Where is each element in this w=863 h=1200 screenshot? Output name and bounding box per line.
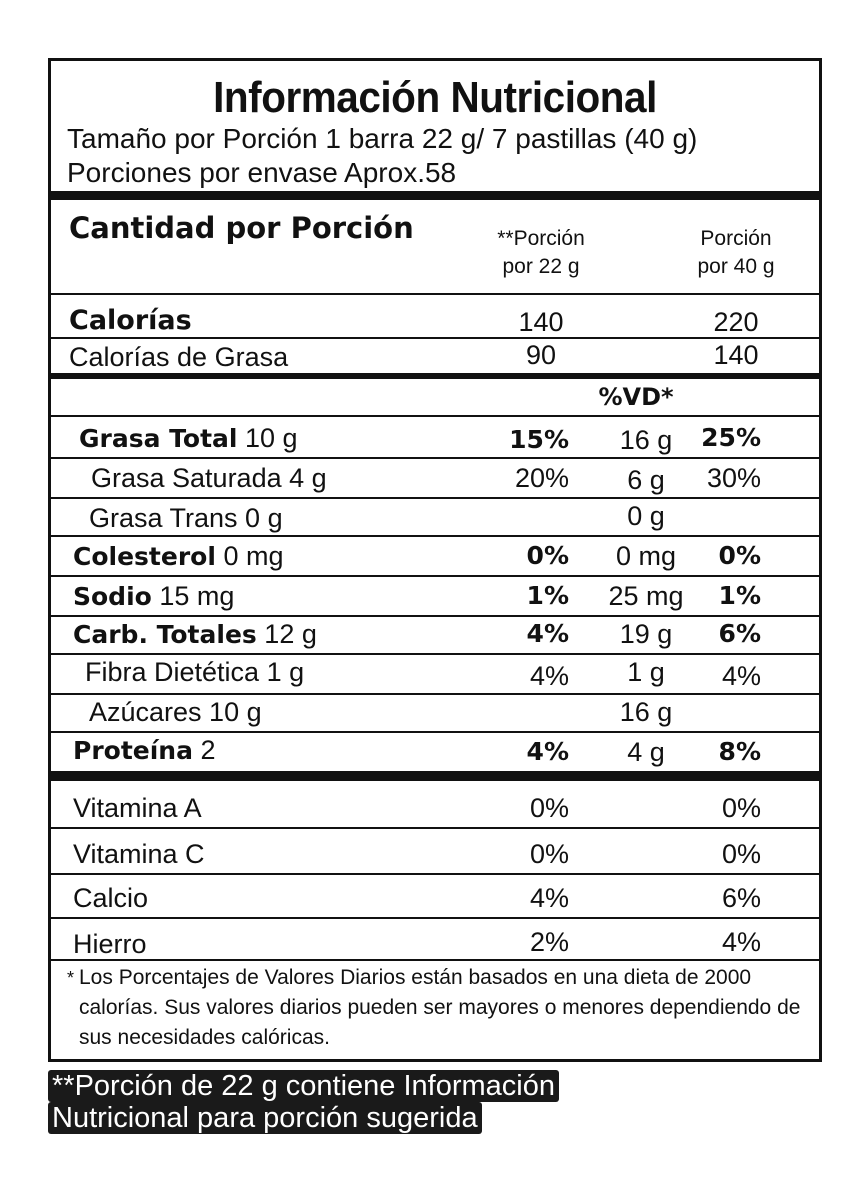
nutrient-name: Colesterol: [73, 542, 216, 571]
nutrient-name: Carb. Totales: [73, 620, 257, 649]
divider: [51, 497, 819, 499]
total-carbs-dv2: 6%: [718, 619, 761, 648]
calcium-col1: 4%: [529, 883, 569, 913]
nutrient-amount: 15 mg: [159, 581, 235, 611]
divider: [51, 827, 819, 829]
protein-dv2: 8%: [718, 737, 761, 766]
medium-divider: [51, 373, 819, 379]
col1-header-line1: **Porción: [497, 227, 585, 250]
divider: [51, 293, 819, 295]
calories-col2: 220: [713, 307, 759, 337]
vitamin-a-col1: 0%: [529, 793, 569, 823]
nutrient-row-total-fat: [79, 423, 298, 454]
col2-header-line2: por 40 g: [697, 255, 775, 278]
cholesterol-amt2: 0 mg: [615, 541, 677, 571]
calcium-col2: 6%: [721, 883, 761, 913]
nutrient-name: Grasa Trans 0 g: [89, 503, 283, 533]
calories-col1: 140: [518, 307, 564, 337]
nutrient-row-total-carbs: [73, 619, 317, 650]
iron-col2: 4%: [721, 927, 761, 957]
sodium-amt2: 25 mg: [608, 581, 684, 611]
trans-fat-amt2: 0 g: [627, 501, 665, 531]
nutrient-amount: 0 mg: [223, 541, 284, 571]
serving-note: [48, 1070, 559, 1134]
fiber-dv2: 4%: [721, 661, 761, 691]
total-carbs-amt2: 19 g: [619, 619, 673, 649]
sodium-dv1: 1%: [526, 581, 569, 610]
fat-calories-label: Calorías de Grasa: [69, 342, 289, 372]
nutrient-row-sodium: [73, 581, 234, 612]
vitamin-c-col1: 0%: [529, 839, 569, 869]
sodium-dv2: 1%: [718, 581, 761, 610]
thick-divider: [51, 191, 819, 200]
calcium-label: Calcio: [73, 883, 149, 913]
serving-note-line1: **Porción de 22 g contiene Información: [48, 1070, 559, 1102]
total-fat-amt2: 16 g: [619, 425, 673, 455]
fiber-dv1: 4%: [529, 661, 569, 691]
nutrient-row-cholesterol: [73, 541, 283, 572]
cholesterol-dv1: 0%: [526, 541, 569, 570]
nutrient-row-saturated-fat: [91, 463, 327, 494]
vitamin-c-label: Vitamina C: [73, 839, 205, 869]
nutrient-name: Azúcares 10 g: [89, 697, 262, 727]
vitamin-c-col2: 0%: [721, 839, 761, 869]
divider: [51, 693, 819, 695]
col1-header-line2: por 22 g: [502, 255, 580, 278]
footnote-text: Los Porcentajes de Valores Diarios están basados en una dieta de 2000 calorías. Sus valores diarios pueden ser mayores o menores dependiendo de sus necesidades calóricas.: [79, 966, 801, 1049]
divider: [51, 337, 819, 339]
serving-size: Tamaño por Porción 1 barra 22 g/ 7 pastillas (40 g): [67, 123, 698, 154]
nutrient-row-sugars: [89, 697, 262, 728]
protein-amt2: 4 g: [627, 737, 665, 767]
daily-value-header: %VD*: [598, 383, 674, 411]
nutrient-row-protein: [73, 735, 216, 766]
saturated-fat-dv1: 20%: [514, 463, 569, 493]
nutrient-name: Sodio: [73, 582, 152, 611]
divider: [51, 731, 819, 733]
divider: [51, 959, 819, 961]
iron-label: Hierro: [73, 929, 147, 959]
fiber-amt2: 1 g: [627, 657, 665, 687]
nutrient-name: Grasa Total: [79, 424, 238, 453]
serving-note-line2: Nutricional para porción sugerida: [48, 1102, 482, 1134]
nutrient-name: Fibra Dietética 1 g: [85, 657, 305, 687]
sugars-amt2: 16 g: [619, 697, 673, 727]
col2-header-line1: Porción: [700, 227, 772, 250]
thick-divider: [51, 771, 819, 781]
vitamin-a-label: Vitamina A: [73, 793, 202, 823]
divider: [51, 535, 819, 537]
divider: [51, 575, 819, 577]
fat-calories-col2: 140: [713, 340, 759, 370]
servings-per-container: Porciones por envase Aprox.58: [67, 157, 457, 188]
total-carbs-dv1: 4%: [526, 619, 569, 648]
nutrition-facts-panel: [48, 58, 822, 1062]
calories-label: Calorías: [69, 305, 192, 336]
divider: [51, 653, 819, 655]
saturated-fat-dv2: 30%: [706, 463, 761, 493]
nutrient-name: Proteína: [73, 736, 193, 765]
divider: [51, 615, 819, 617]
amount-per-serving-label: Cantidad por Porción: [69, 211, 414, 245]
vitamin-a-col2: 0%: [721, 793, 761, 823]
protein-dv1: 4%: [526, 737, 569, 766]
nutrient-amount: 2: [200, 735, 216, 765]
nutrient-amount: 12 g: [264, 619, 317, 649]
divider: [51, 917, 819, 919]
saturated-fat-amt2: 6 g: [627, 465, 665, 495]
nutrient-amount: 10 g: [245, 423, 298, 453]
total-fat-dv1: 15%: [509, 425, 569, 454]
divider: [51, 457, 819, 459]
fat-calories-col1: 90: [525, 340, 557, 370]
footnote-asterisk: *: [67, 968, 75, 988]
total-fat-dv2: 25%: [701, 423, 761, 452]
nutrient-row-trans-fat: [89, 503, 283, 534]
cholesterol-dv2: 0%: [718, 541, 761, 570]
nutrient-name: Grasa Saturada 4 g: [91, 463, 327, 493]
divider: [51, 415, 819, 417]
daily-values-footnote: [67, 963, 817, 1053]
panel-title: Información Nutricional: [213, 73, 657, 122]
iron-col1: 2%: [529, 927, 569, 957]
nutrient-row-fiber: [85, 657, 304, 688]
divider: [51, 873, 819, 875]
